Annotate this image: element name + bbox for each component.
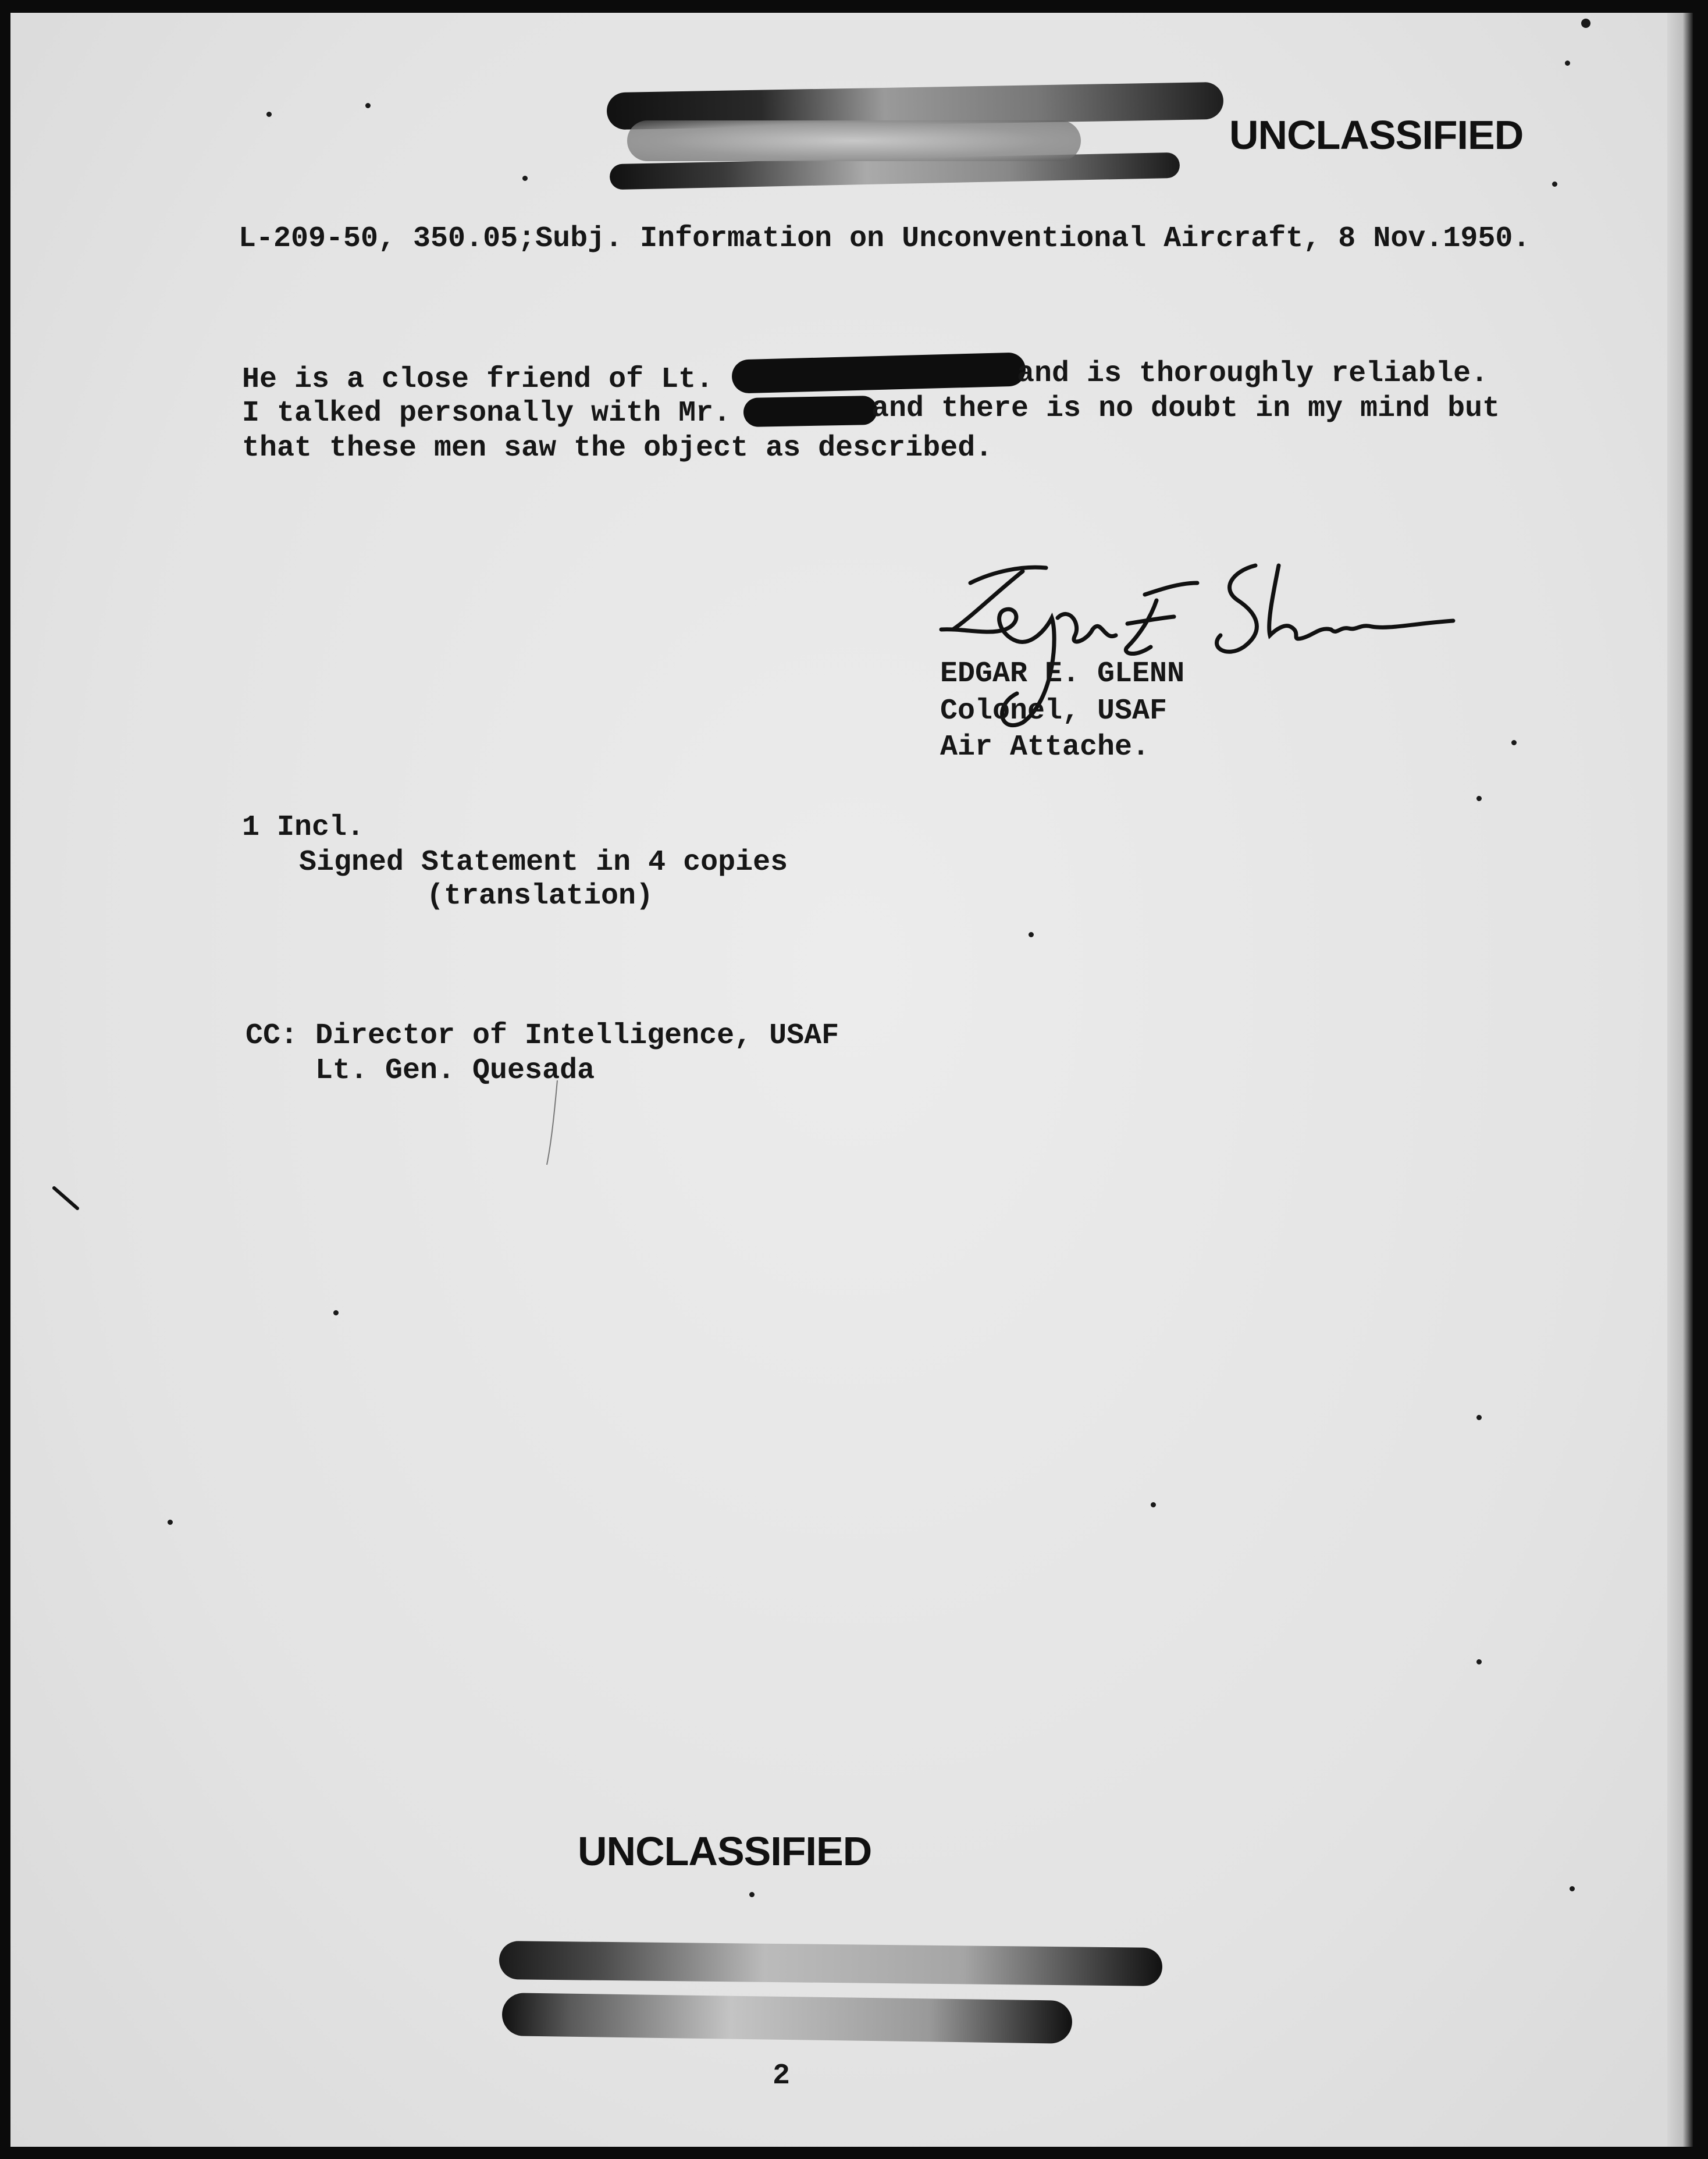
- page-edge-shadow: [1667, 13, 1693, 2147]
- film-speck: [266, 112, 272, 117]
- film-scratch: [546, 1077, 563, 1171]
- film-scratch: [51, 1185, 86, 1220]
- film-speck: [749, 1892, 755, 1897]
- bottom-redaction-smudge: [499, 1941, 1163, 1986]
- film-speck: [1511, 740, 1517, 745]
- classification-top: UNCLASSIFIED: [1229, 112, 1524, 158]
- cc-recipient-2: Lt. Gen. Quesada: [315, 1054, 595, 1087]
- top-redaction-smudge-3: [627, 120, 1081, 161]
- film-speck: [522, 176, 528, 181]
- body-line-1a: He is a close friend of Lt.: [242, 363, 714, 396]
- body-line-3: that these men saw the object as described.: [242, 432, 993, 465]
- film-speck: [1029, 932, 1034, 937]
- cc-recipient-1: Director of Intelligence, USAF: [315, 1019, 839, 1052]
- film-speck: [1151, 1502, 1156, 1507]
- film-speck: [1476, 796, 1482, 801]
- film-speck: [1581, 19, 1590, 28]
- film-speck: [1565, 61, 1570, 66]
- film-speck: [1570, 1886, 1575, 1891]
- film-speck: [1552, 182, 1557, 187]
- film-speck: [1476, 1659, 1482, 1664]
- body-line-2b: and there is no doubt in my mind but: [871, 392, 1500, 425]
- page-number: 2: [773, 2060, 791, 2093]
- cc-label: CC:: [245, 1019, 298, 1052]
- enclosure-item: Signed Statement in 4 copies: [299, 846, 788, 879]
- redaction-bar-name-1: [731, 352, 1026, 393]
- body-line-2a: I talked personally with Mr.: [242, 397, 731, 430]
- enclosure-note: (translation): [426, 880, 654, 913]
- bottom-redaction-smudge-2: [502, 1993, 1073, 2044]
- redaction-bar-name-2: [743, 396, 878, 427]
- film-speck: [168, 1520, 173, 1525]
- signer-title: Air Attache.: [940, 731, 1150, 764]
- reference-line: L-209-50, 350.05;Subj. Information on Unconventional Aircraft, 8 Nov.1950.: [239, 222, 1531, 255]
- film-speck: [333, 1310, 339, 1315]
- enclosure-heading: 1 Incl.: [242, 811, 365, 844]
- body-line-1b: and is thoroughly reliable.: [1017, 357, 1489, 390]
- signer-rank: Colonel, USAF: [940, 695, 1168, 728]
- film-speck: [365, 103, 371, 108]
- film-speck: [1476, 1415, 1482, 1420]
- signer-name: EDGAR E. GLENN: [940, 657, 1185, 691]
- classification-bottom: UNCLASSIFIED: [578, 1829, 872, 1874]
- document-page: [10, 13, 1693, 2147]
